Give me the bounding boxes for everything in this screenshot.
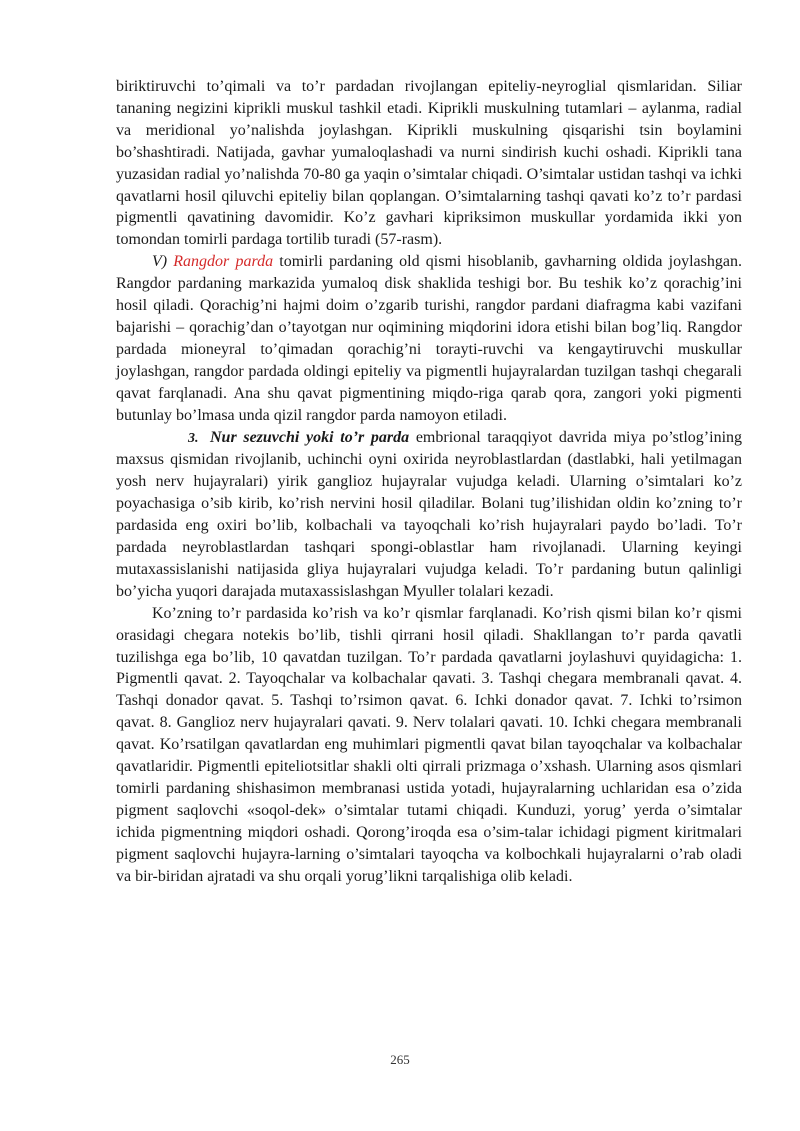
paragraph-ciliary-body: biriktiruvchi to’qimali va to’r pardadan rivojlangan epiteliy-neyroglial qismlaridan. Siliar tananing negizini kiprikli muskul tashkil etadi. Kiprikli muskulning tutamlari – aylanma, radial va meridional yo’nalishda joylashgan. Kiprikli muskulning qisqarishi tsin boylamini bo’shashtiradi. Natijada, gavhar yumaloqlashadi va nurni sindirish kuchi oshadi. Kiprikli tana yuzasidan radial yo’nalishda 70-80 ga yaqin o’simtalar chiqadi. O’simtalar ustidan tashqi va ichki qavatlarni hosil qiluvchi epiteliy bilan qoplangan. O’simtalarning tashqi qavati ko’z to’r pardasi pigmentli qavatining davomidir. Ko’z gavhari kipriksimon muskullar yordamida ikki yon tomondan tomirli pardaga tortilib turadi (57-rasm). <box>116 78 742 249</box>
term-retina: Nur sezuvchi yoki to’r parda <box>210 428 410 446</box>
page-number: 265 <box>390 1052 410 1067</box>
page-body <box>116 76 742 888</box>
paragraph-retina-layers: Ko’zning to’r pardasida ko’rish va ko’r qismlar farqlanadi. Ko’rish qismi bilan ko’r qismi orasidagi chegara notekis bo’lib, tishli qirrani hosil qiladi. Shakllangan to’r parda qavatli tuzilishga ega bo’lib, 10 qavatdan tuzilgan. To’r pardada qavatlarni joylashuvi quyidagicha: 1. Pigmentli qavat. 2. Tayoqchalar va kolbachalar qavati. 3. Tashqi chegara membranali qavat. 4. Tashqi donador qavat. 5. Tashqi to’rsimon qavat. 6. Ichki donador qavat. 7. Ichki to’rsimon qavat. 8. Ganglioz nerv hujayralari qavati. 9. Nerv tolalari qavati. 10. Ichki chegara membranali qavat. Ko’rsatilgan qavatlardan eng muhimlari pigmentli qavat bilan tayoqchalar va kolbachalar qavatlaridir. Pigmentli epiteliotsitlar shakli olti qirrali prizmaga o’xshash. Ularning asos qismlari tomirli pardaning shishasimon membranasi ustida yotadi, hujayralarning uchlaridan esa o’zida pigment saqlovchi «soqol-dek» o’simtalar tutami chiqadi. Kunduzi, yorug’ yerda o’simtalar ichida pigmentning miqdori oshadi. Qorong’iroqda esa o’sim-talar ichidagi pigment kiritmalari pigment saqlovchi hujayra-larning o’simtalari tayoqcha va kolbochkali hujayralarni o’rab oladi va bir-biridan ajratadi va shu orqali yorug’likni tarqalishiga olib keladi. <box>116 604 742 885</box>
paragraph-iris-text: tomirli pardaning old qismi hisoblanib, gavharning oldida joylashgan. Rangdor pardaning markazida yumaloq disk shaklida teshigi bor. Bu teshik ko’z qorachig’ini hosil qiladi. Qorachig’ni hajmi doim o’zgarib turishi, rangdor pardani diafragma kabi vazifani bajarishi – qorachig’dan o’tayotgan nur oqimining miqdorini idora etishi bilan bog’liq. Rangdor pardada mioneyral to’qimadan qorachig’ni torayti-ruvchi va kengaytiruvchi muskullar joylashgan, rangdor pardada oldingi epiteliy va pigmentli hujayralardan tuzilgan tashqi chegarali qavat farqlanadi. Ana shu qavat pigmentining miqdo-riga qarab qora, zangori yoki pigmenti butunlay bo’lmasa unda qizil rangdor parda namoyon etiladi. <box>116 253 742 424</box>
section-number: 3. <box>188 430 199 446</box>
section-letter: V) <box>152 253 174 271</box>
paragraph-retina <box>116 427 742 603</box>
term-iris: Rangdor parda <box>173 253 274 271</box>
paragraph-iris <box>116 251 742 426</box>
paragraph-retina-text: embrional taraqqiyot davrida miya po’stlog’ining maxsus qismidan rivojlanib, uchinchi oyni oxirida neyroblastlardan (dastlabki, hali yetilmagan yosh nerv hujayralari) yirik ganglioz hujayralar vujudga keladi. Ularning o’simtalari ko’z poyachasiga o’sib kirib, ko’rish nervini hosil qiladilar. Bolani tug’ilishidan oldin ko’zning to’r pardasida eng oxiri bo’lib, kolbachali va tayoqchali ko’rish hujayralari paydo bo’ladi. To’r pardada neyroblastlardan tashqari spongi-oblastlar ham rivojlanadi. Ularning keyingi mutaxassislanishi natijasida gliya hujayralari vujudga keladi. To’r pardaning butun qalinligi bo’yicha yuqori darajada mutaxassislashgan Myuller tolalari kezadi. <box>116 428 743 600</box>
